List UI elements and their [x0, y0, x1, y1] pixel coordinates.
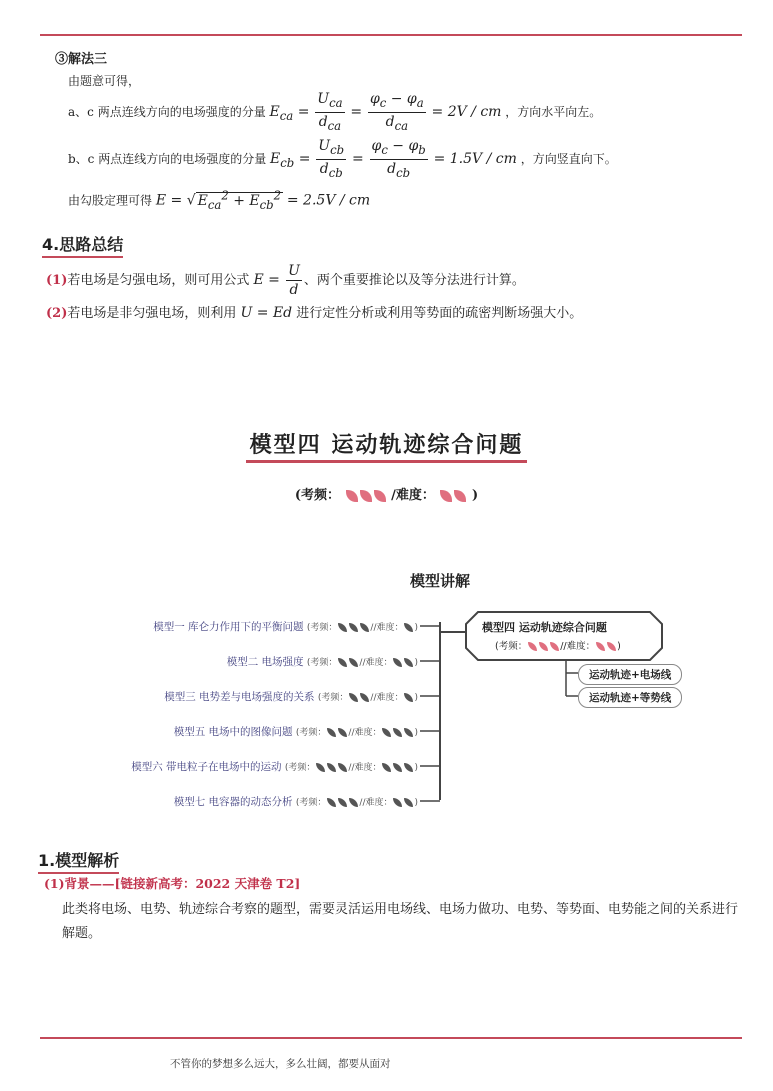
- leaf-icon: [316, 763, 325, 772]
- item-diff-label: //难度：: [359, 658, 393, 668]
- leaf-icon: [596, 642, 605, 651]
- line-c-result: = 2.5V / cm: [286, 192, 371, 209]
- model-title: 模型四 运动轨迹综合问题: [246, 433, 528, 463]
- method3-intro: 由题意可得，: [68, 74, 141, 88]
- analysis-bg-label: (1)背景——[链接新高考：2022 天津卷 T2]: [44, 876, 301, 891]
- summary-item-1-text-b: 、两个重要推论以及等分法进行计算。: [303, 273, 525, 288]
- leaf-icon: [338, 798, 347, 807]
- leaf-icon: [550, 642, 559, 651]
- leaf-icon: [404, 798, 413, 807]
- mindmap-item-label: 模型一 库仑力作用下的平衡问题: [153, 621, 304, 633]
- item-close: ): [414, 763, 418, 773]
- summary-heading: 4.思路总结: [42, 232, 123, 258]
- mindmap-item-label: 模型五 电场中的图像问题: [173, 726, 293, 738]
- leaf-icon: [349, 693, 358, 702]
- leaf-icon: [382, 763, 391, 772]
- leaf-icon: [393, 798, 402, 807]
- center-diff-label: //难度：: [560, 641, 596, 652]
- method3-line-a: a、c 两点连线方向的电场强度的分量 $E_{ca}$ = $\frac{U_{ca}}{d_{ca}}$ = $\frac{\varphi_c - \varphi_a}{d_{ca}}$ = 2V / cm ，方向水平向左。: [68, 91, 602, 133]
- leaf-icon: [382, 728, 391, 737]
- mindmap-item: [153, 619, 418, 634]
- method3-line-b: b、c 两点连线方向的电场强度的分量 $E_{cb}$ = $\frac{U_{cb}}{d_{cb}}$ = $\frac{\varphi_c - \varphi_b}{d_{cb}}$ = 1.5V / cm ，方向竖直向下。: [68, 138, 617, 180]
- leaf-icon: [404, 658, 413, 667]
- leaf-icon: [404, 728, 413, 737]
- analysis-heading: 1.模型解析: [38, 848, 119, 874]
- summary-item-1-text-a: 若电场是匀强电场，则可用公式: [67, 273, 250, 288]
- item-close: ): [414, 728, 418, 738]
- item-close: ): [414, 693, 418, 703]
- summary-item-2-num: (2): [46, 306, 68, 321]
- mindmap-center-rating: [495, 638, 621, 652]
- item-freq-label: (考频：: [306, 658, 338, 668]
- leaf-icon: [404, 763, 413, 772]
- leaf-icon: [404, 693, 413, 702]
- mindmap-item: [227, 654, 418, 669]
- diff-label: /难度：: [391, 488, 435, 503]
- center-close: ): [617, 641, 621, 652]
- rating-close: ): [471, 488, 479, 503]
- mindmap-item-label: 模型三 电势差与电场强度的关系: [164, 691, 315, 703]
- leaf-icon: [338, 623, 347, 632]
- line-c-prefix: 由勾股定理可得: [68, 193, 153, 208]
- item-close: ): [414, 798, 418, 808]
- leaf-icon: [349, 623, 358, 632]
- mindmap-item: [164, 689, 418, 704]
- item-diff-label: //难度：: [370, 623, 404, 633]
- method3-line-c: 由勾股定理可得 E = √ $E_{ca}^2 + E_{cb}^2 = 2.5V$ / cm: [68, 188, 371, 212]
- line-a-prefix: a、c 两点连线方向的电场强度的分量: [68, 104, 266, 119]
- summary-item-2-text-b: 进行定性分析或利用等势面的疏密判断场强大小。: [296, 306, 583, 321]
- analysis-body: 此类将电场、电势、轨迹综合考察的题型，需要灵活运用电场线、电场力做功、电势、等势面、电势能之间的关系进行解题。: [62, 902, 739, 941]
- freq-label: (考频：: [294, 488, 341, 503]
- mindmap-item-label: 模型七 电容器的动态分析: [173, 796, 293, 808]
- line-b-prefix: b、c 两点连线方向的电场强度的分量: [68, 151, 267, 166]
- line-a-suffix: ，方向水平向左。: [505, 104, 602, 119]
- summary-item-2-text-a: 若电场是非匀强电场，则利用: [67, 306, 237, 321]
- leaf-icon: [349, 658, 358, 667]
- leaf-icon: [393, 728, 402, 737]
- line-b-result: = 1.5V / cm: [433, 150, 517, 167]
- leaf-icon: [360, 693, 369, 702]
- item-diff-label: //难度：: [370, 693, 404, 703]
- leaf-icon: [327, 728, 336, 737]
- leaf-icon: [528, 642, 537, 651]
- mindmap-tag-equipotential: 运动轨迹+等势线: [578, 687, 682, 708]
- center-freq-label: (考频：: [495, 641, 528, 652]
- item-close: ): [414, 623, 418, 633]
- mindmap-item-label: 模型二 电场强度: [226, 656, 304, 668]
- summary-item-1: (1)若电场是匀强电场，则可用公式 E = $\frac{U}{d}$ 、两个重要推论以及等分法进行计算。: [46, 263, 525, 298]
- leaf-icon: [393, 763, 402, 772]
- leaf-icon: [539, 642, 548, 651]
- summary-item-1-num: (1): [46, 273, 68, 288]
- leaf-icon: [327, 798, 336, 807]
- mindmap-center-title: 模型四 运动轨迹综合问题: [482, 621, 607, 634]
- leaf-icon: [338, 763, 347, 772]
- line-a-result: = 2V / cm: [431, 103, 502, 120]
- item-diff-label: //难度：: [348, 728, 382, 738]
- leaf-icon: [327, 763, 336, 772]
- summary-item-2-formula: U = Ed: [240, 305, 293, 321]
- item-close: ): [414, 658, 418, 668]
- line-b-suffix: ，方向竖直向下。: [520, 151, 617, 166]
- item-diff-label: //难度：: [359, 798, 393, 808]
- item-freq-label: (考频：: [295, 798, 327, 808]
- footer-motto: 不管你的梦想多么远大，多么壮阔，都要从面对: [170, 1058, 391, 1070]
- leaf-icon: [349, 798, 358, 807]
- item-diff-label: //难度：: [348, 763, 382, 773]
- mindmap-tag-field-lines: 运动轨迹+电场线: [578, 664, 682, 685]
- item-freq-label: (考频：: [317, 693, 349, 703]
- bottom-rule: [40, 1037, 742, 1039]
- mindmap-item: [174, 724, 418, 739]
- mindmap-item: [131, 759, 418, 774]
- mindmap-heading: 模型讲解: [410, 572, 471, 590]
- method3-heading: ③解法三: [55, 52, 108, 67]
- leaf-icon: [607, 642, 616, 651]
- mindmap-item: [174, 794, 418, 809]
- leaf-icon: [404, 623, 413, 632]
- item-freq-label: (考频：: [295, 728, 327, 738]
- mindmap-item-label: 模型六 带电粒子在电场中的运动: [131, 761, 282, 773]
- leaf-icon: [338, 728, 347, 737]
- leaf-icon: [393, 658, 402, 667]
- item-freq-label: (考频：: [284, 763, 316, 773]
- item-freq-label: (考频：: [306, 623, 338, 633]
- leaf-icon: [338, 658, 347, 667]
- leaf-icon: [360, 623, 369, 632]
